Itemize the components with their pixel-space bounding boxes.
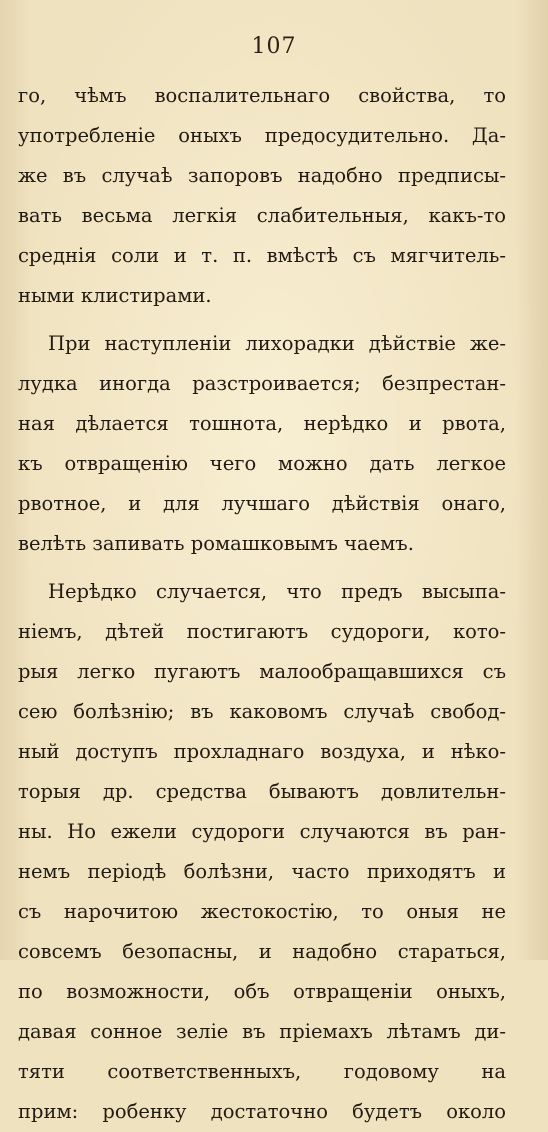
paragraph-1 (18, 76, 506, 316)
paragraph-gap (18, 564, 506, 572)
text-line: ный доступъ прохладнаго воздуха, и нѣко- (18, 740, 506, 763)
text-line: ніемъ, дѣтей постигаютъ судороги, кото- (18, 620, 506, 643)
text-line: сею болѣзнію; въ каковомъ случаѣ свобод- (18, 700, 506, 723)
paragraph-3 (18, 572, 506, 1132)
paragraph-2 (18, 324, 506, 564)
text-line: го, чѣмъ воспалительнаго свойства, то (18, 84, 506, 107)
text-line: При наступленіи лихорадки дѣйствіе же- (48, 332, 506, 355)
text-line: велѣть запивать ромашковымъ чаемъ. (18, 532, 414, 555)
text-line: тяти соответственныхъ, годовому на (18, 1060, 506, 1083)
text-line: Нерѣдко случается, что предъ высыпа- (48, 580, 506, 603)
text-line: же въ случаѣ запоровъ надобно предписы- (18, 164, 506, 187)
text-line: ными клистирами. (18, 284, 212, 307)
text-line: употребленіе оныхъ предосудительно. Да- (18, 124, 506, 147)
text-line: по возможности, объ отвращеніи оныхъ, (18, 980, 506, 1003)
text-line: лудка иногда разстроивается; безпрестан- (18, 372, 506, 395)
text-line: вать весьма легкія слабительныя, какъ-то (18, 204, 506, 227)
text-line: ная дѣлается тошнота, нерѣдко и рвота, (18, 412, 506, 435)
page-number: 107 (251, 34, 297, 59)
text-line: прим: робенку достаточно будетъ около (18, 1100, 506, 1123)
text-line: совсемъ безопасны, и надобно стараться, (18, 940, 506, 963)
text-line: съ нарочитою жестокостію, то оныя не (18, 900, 506, 923)
text-line: давая сонное зеліе въ пріемахъ лѣтамъ ди- (18, 1020, 506, 1043)
text-line: немъ періодѣ болѣзни, часто приходятъ и (18, 860, 506, 883)
text-line: среднія соли и т. п. вмѣстѣ съ мягчитель- (18, 244, 506, 267)
text-line: рыя легко пугаютъ малообращавшихся съ (18, 660, 506, 683)
text-line: къ отвращенію чего можно дать легкое (18, 452, 506, 475)
text-line: торыя др. средства бываютъ довлительн- (18, 780, 506, 803)
text-line: рвотное, и для лучшаго дѣйствія онаго, (18, 492, 506, 515)
text-line: ны. Но ежели судороги случаются въ ран- (18, 820, 506, 843)
paragraph-gap (18, 316, 506, 324)
body-text (18, 76, 506, 1132)
